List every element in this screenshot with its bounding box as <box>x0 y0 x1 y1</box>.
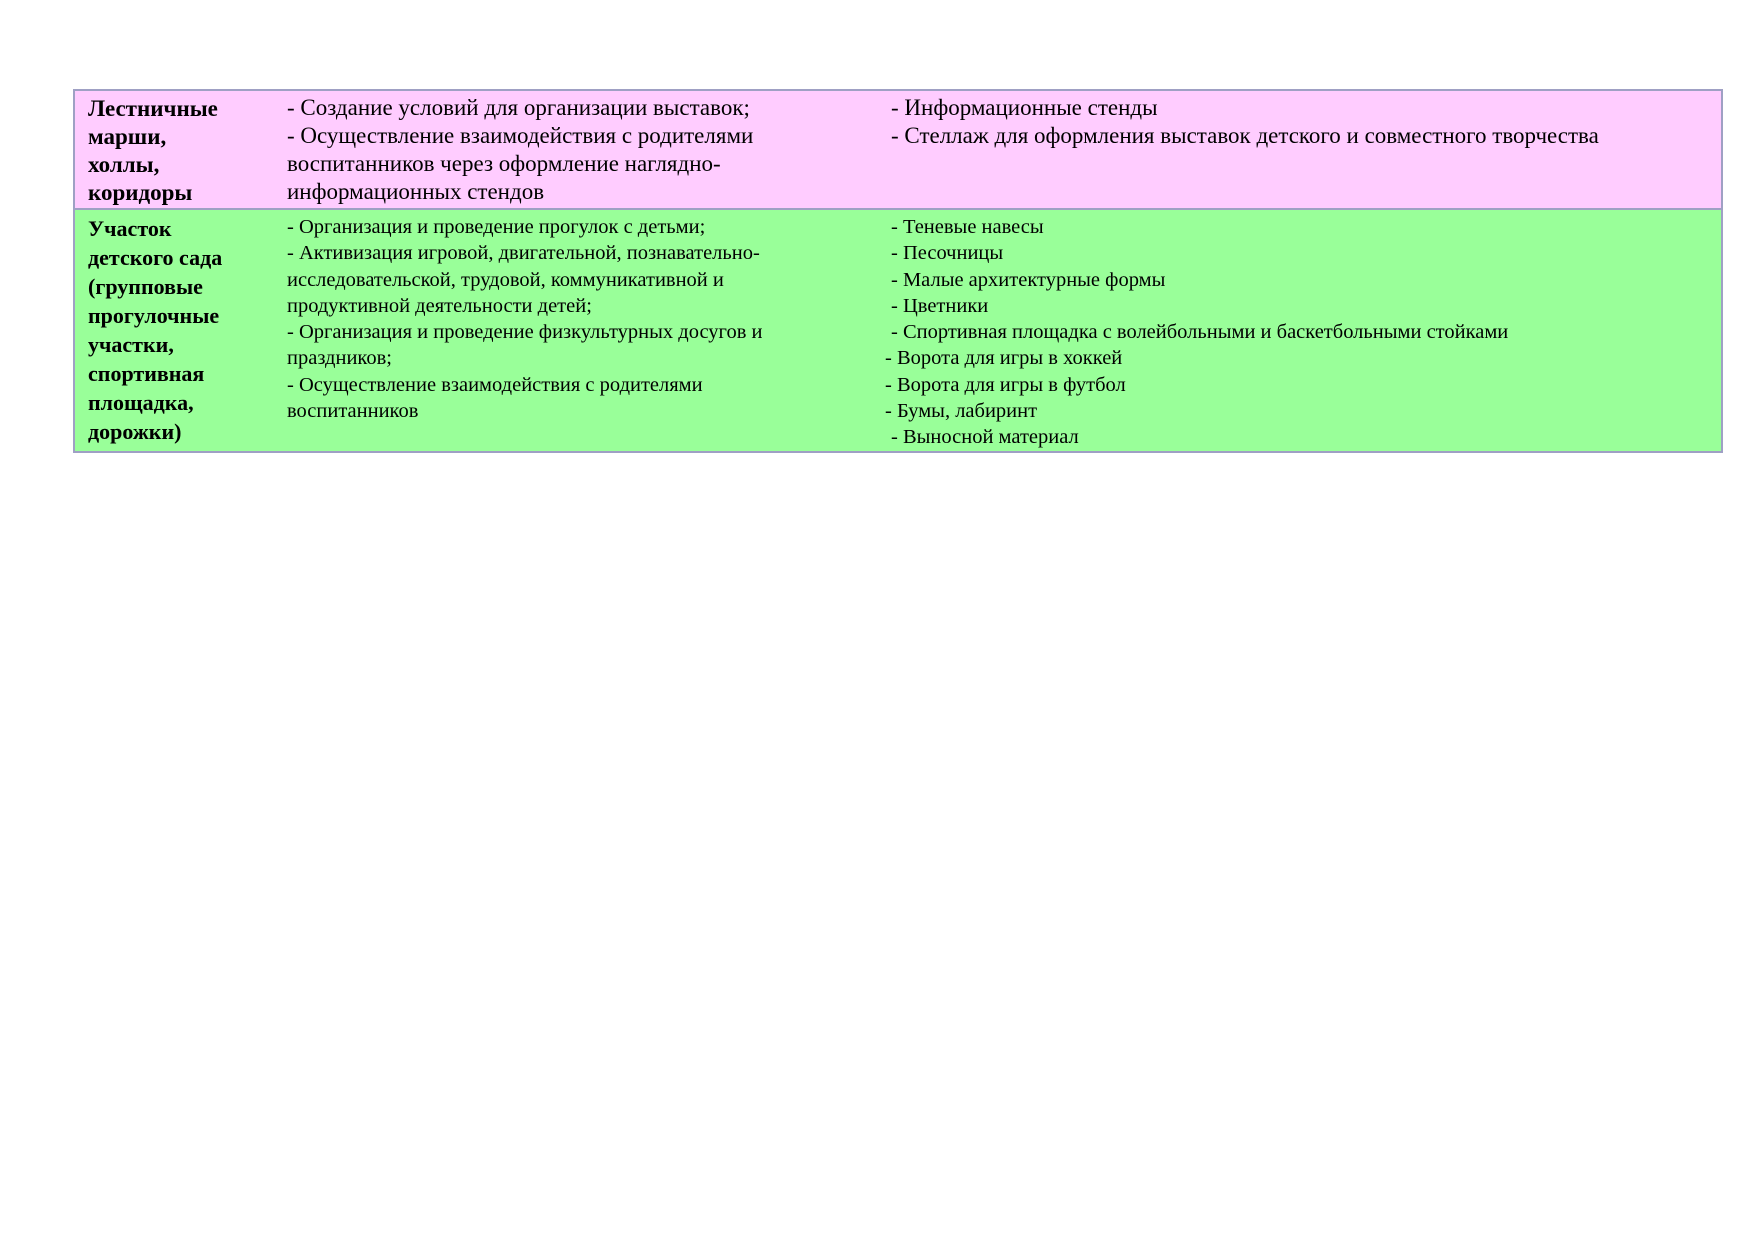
equipment-cell <box>883 90 1722 209</box>
task-line: - Организация и проведение физкультурных досугов и <box>287 321 763 344</box>
table-row-halls <box>74 90 1722 209</box>
equipment-line: - Информационные стенды <box>891 95 1158 120</box>
task-line: - Создание условий для организации выставок; <box>287 95 750 120</box>
place-name: Лестничные марши, холлы, коридоры <box>88 96 218 205</box>
equipment-line: - Стеллаж для оформления выставок детского и совместного творчества <box>891 123 1599 148</box>
place-name: Участок детского сада (групповые прогулочные участки, спортивная площадка, дорожки) <box>88 216 223 444</box>
zones-table <box>73 89 1723 453</box>
task-line: воспитанников <box>287 400 419 423</box>
task-line: - Активизация игровой, двигательной, познавательно- <box>287 242 760 265</box>
task-line: исследовательской, трудовой, коммуникативной и <box>287 268 724 291</box>
task-line: продуктивной деятельности детей; <box>287 294 592 317</box>
equipment-line: - Малые архитектурные формы <box>891 268 1166 291</box>
equipment-line: - Бумы, лабиринт <box>885 400 1038 423</box>
tasks-cell <box>281 90 883 209</box>
table-row-yard <box>74 209 1722 452</box>
task-line: - Организация и проведение прогулок с детьми; <box>287 216 706 238</box>
equipment-line: - Теневые навесы <box>891 216 1044 238</box>
tasks-cell <box>281 209 883 452</box>
task-line: праздников; <box>287 347 392 370</box>
equipment-line: - Спортивная площадка с волейбольными и баскетбольными стойками <box>891 321 1509 344</box>
task-line: воспитанников через оформление наглядно- <box>287 151 721 176</box>
task-line: - Осуществление взаимодействия с родителями <box>287 123 754 148</box>
task-line: информационных стендов <box>287 179 545 204</box>
place-cell <box>74 209 281 452</box>
equipment-line: - Ворота для игры в футбол <box>885 373 1126 396</box>
place-cell <box>74 90 281 209</box>
equipment-line: - Цветники <box>891 294 989 317</box>
equipment-line: - Ворота для игры в хоккей <box>885 347 1123 370</box>
equipment-line: - Песочницы <box>891 242 1004 265</box>
equipment-line: - Выносной материал <box>891 426 1079 449</box>
task-line: - Осуществление взаимодействия с родителями <box>287 373 703 396</box>
equipment-cell <box>883 209 1722 452</box>
